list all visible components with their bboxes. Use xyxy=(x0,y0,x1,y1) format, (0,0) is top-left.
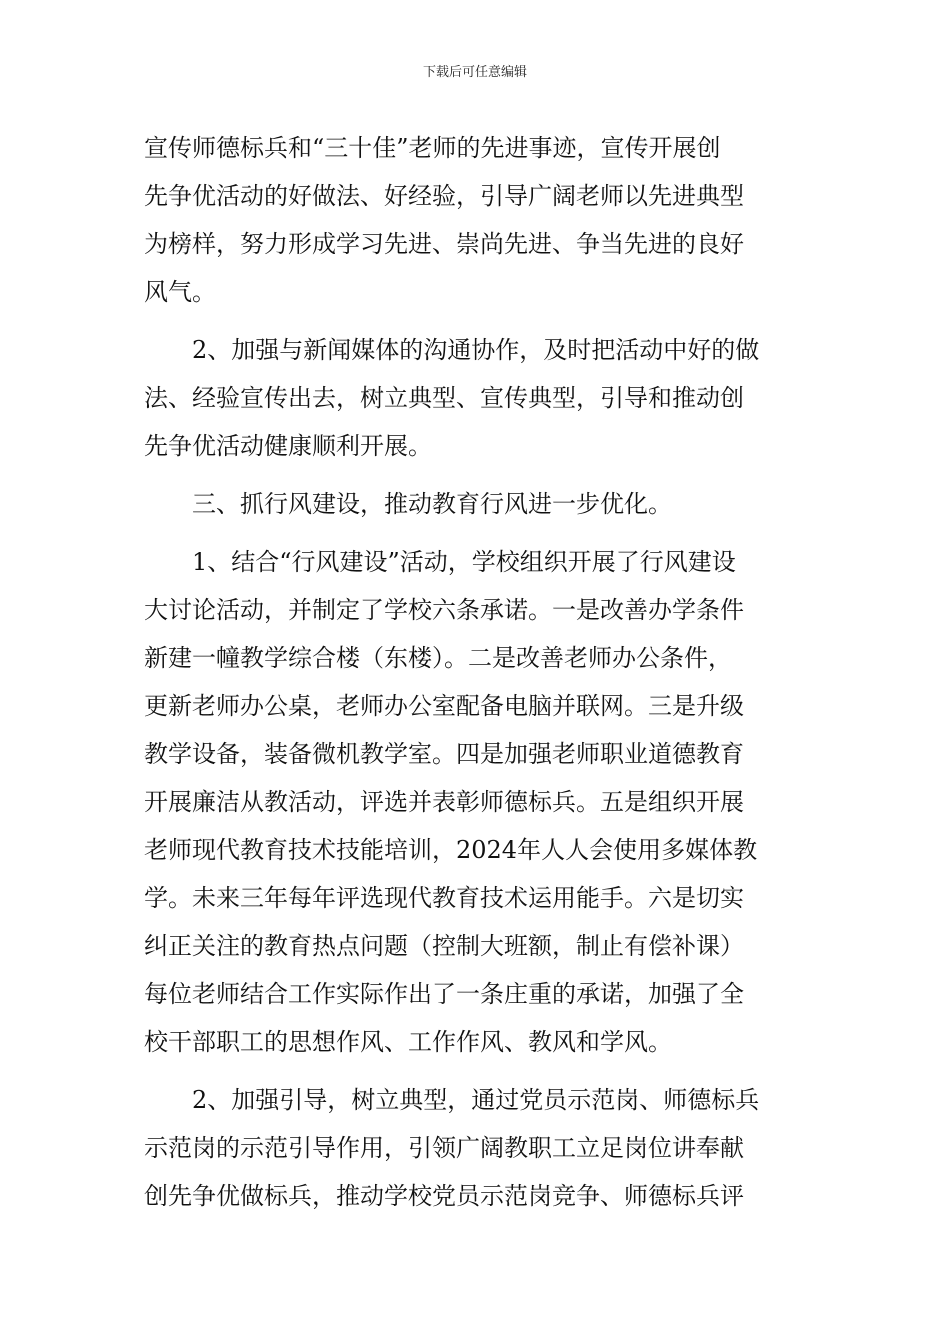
text-line: 1、结合“行风建设”活动，学校组织开展了行风建设 xyxy=(144,548,736,576)
text-line: 教学设备，装备微机教学室。四是加强老师职业道德教育 xyxy=(144,740,744,768)
text-line: 2、加强与新闻媒体的沟通协作，及时把活动中好的做 xyxy=(144,336,760,364)
text-line: 示范岗的示范引导作用，引领广阔教职工立足岗位讲奉献 xyxy=(144,1134,744,1162)
text-line: 纠正关注的教育热点问题（控制大班额，制止有偿补课） xyxy=(144,932,744,960)
paragraph xyxy=(144,480,809,528)
text-line: 宣传师德标兵和“三十佳”老师的先进事迹，宣传开展创 xyxy=(144,134,721,162)
paragraph xyxy=(144,326,809,470)
page-header: 下载后可任意编辑 xyxy=(422,65,527,80)
text-line: 更新老师办公桌，老师办公室配备电脑并联网。三是升级 xyxy=(144,692,744,720)
section-heading: 三、抓行风建设，推动教育行风进一步优化。 xyxy=(144,490,672,518)
text-line: 每位老师结合工作实际作出了一条庄重的承诺，加强了全 xyxy=(144,980,744,1008)
text-line: 老师现代教育技术技能培训，2024年人人会使用多媒体教 xyxy=(144,836,758,864)
text-line: 开展廉洁从教活动，评选并表彰师德标兵。五是组织开展 xyxy=(144,788,744,816)
text-line: 先争优活动健康顺利开展。 xyxy=(144,432,432,460)
text-line: 学。未来三年每年评选现代教育技术运用能手。六是切实 xyxy=(144,884,744,912)
paragraph xyxy=(144,1076,809,1220)
text-line: 大讨论活动，并制定了学校六条承诺。一是改善办学条件 xyxy=(144,596,744,624)
text-line: 先争优活动的好做法、好经验，引导广阔老师以先进典型 xyxy=(144,182,744,210)
text-line: 创先争优做标兵，推动学校党员示范岗竞争、师德标兵评 xyxy=(144,1182,744,1210)
text-line: 2、加强引导，树立典型，通过党员示范岗、师德标兵 xyxy=(144,1086,760,1114)
paragraph xyxy=(144,538,809,1066)
text-line: 为榜样，努力形成学习先进、崇尚先进、争当先进的良好 xyxy=(144,230,744,258)
text-line: 法、经验宣传出去，树立典型、宣传典型，引导和推动创 xyxy=(144,384,744,412)
document-body xyxy=(144,124,809,1220)
text-line: 风气。 xyxy=(144,278,216,306)
text-line: 校干部职工的思想作风、工作作风、教风和学风。 xyxy=(144,1028,672,1056)
paragraph xyxy=(144,124,809,316)
text-line: 新建一幢教学综合楼（东楼）。二是改善老师办公条件， xyxy=(144,644,732,672)
